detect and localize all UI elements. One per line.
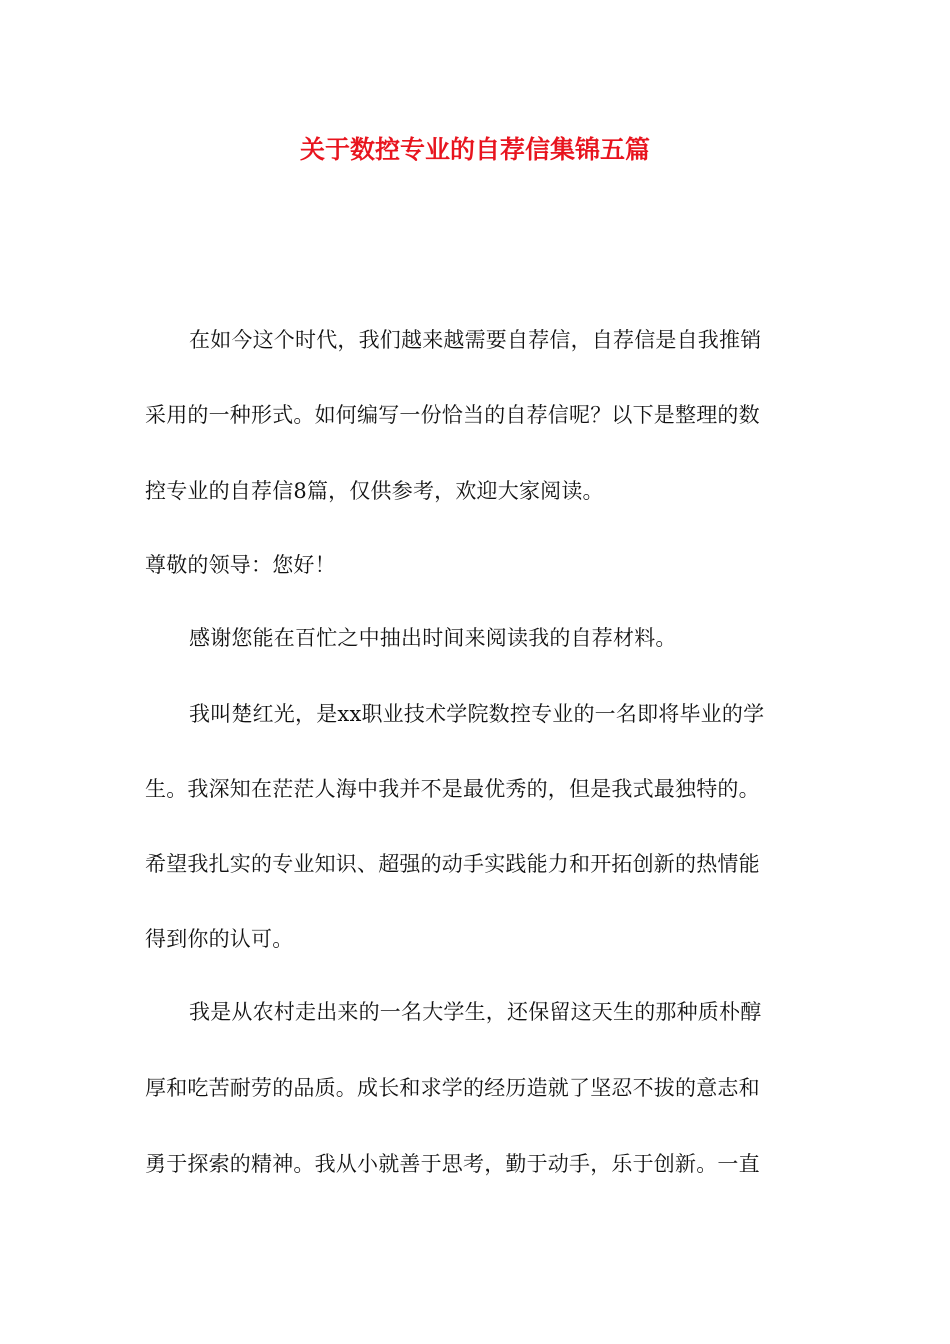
paragraph-line: 感谢您能在百忙之中抽出时间来阅读我的自荐材料。	[189, 626, 677, 650]
paragraph-line: 厚和吃苦耐劳的品质。成长和求学的经历造就了坚忍不拔的意志和	[145, 1076, 760, 1100]
paragraph-line: 希望我扎实的专业知识、超强的动手实践能力和开拓创新的热情能	[145, 852, 760, 876]
paragraph-line: 在如今这个时代，我们越来越需要自荐信，自荐信是自我推销	[189, 328, 762, 352]
paragraph-line: 我是从农村走出来的一名大学生，还保留这天生的那种质朴醇	[189, 1000, 762, 1024]
paragraph-line: 我叫楚红光，是xx职业技术学院数控专业的一名即将毕业的学	[189, 702, 765, 726]
paragraph-line: 得到你的认可。	[145, 927, 294, 951]
document-title: 关于数控专业的自荐信集锦五篇	[299, 135, 650, 164]
salutation-line: 尊敬的领导：您好！	[145, 553, 336, 577]
paragraph-line: 控专业的自荐信8篇，仅供参考，欢迎大家阅读。	[145, 479, 604, 503]
paragraph-line: 采用的一种形式。如何编写一份恰当的自荐信呢？以下是整理的数	[145, 403, 760, 427]
paragraph-line: 生。我深知在茫茫人海中我并不是最优秀的，但是我式最独特的。	[145, 777, 760, 801]
paragraph-line: 勇于探索的精神。我从小就善于思考，勤于动手，乐于创新。一直	[145, 1152, 760, 1176]
